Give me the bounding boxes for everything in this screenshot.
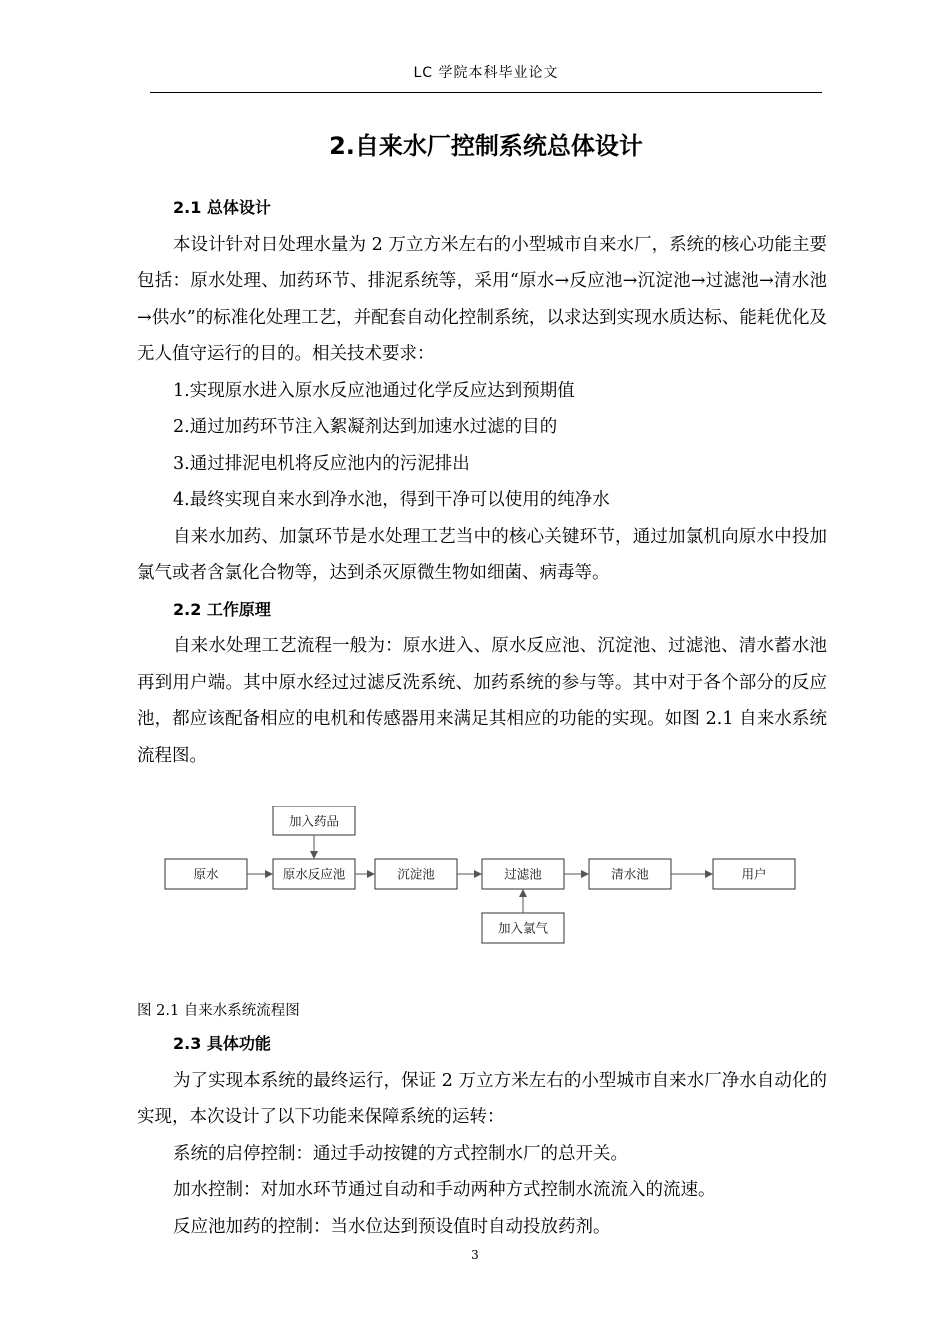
page-header: LC 学院本科毕业论文 (413, 65, 559, 81)
section-2-2-paragraph-1: 自来水处理工艺流程一般为：原水进入、原水反应池、沉淀池、过滤池、清水蓄水池再到用户端。其中原水经过过滤反洗系统、加药系统的参与等。其中对于各个部分的反应池，都应该配备相应的电机和传感器用来满足其相应的功能的实现。如图 2.1 自来水系统流程图。 (137, 636, 827, 766)
figure-caption: 图 2.1 自来水系统流程图 (137, 1003, 300, 1019)
node-filter-tank-label: 过滤池 (504, 866, 542, 882)
requirement-item-3: 3.通过排泥电机将反应池内的污泥排出 (173, 453, 470, 474)
section-2-3-paragraph-1: 为了实现本系统的最终运行，保证 2 万立方米左右的小型城市自来水厂净水自动化的实现，本次设计了以下功能来保障系统的运转： (137, 1070, 827, 1127)
node-clear-water-tank-label: 清水池 (611, 866, 649, 882)
header-divider (150, 92, 822, 93)
chapter-title: 2.自来水厂控制系统总体设计 (329, 132, 643, 160)
section-2-3-heading: 2.3 具体功能 (173, 1034, 271, 1053)
function-line-2: 加水控制：对加水环节通过自动和手动两种方式控制水流流入的流速。 (173, 1180, 716, 1200)
node-raw-water-label: 原水 (193, 866, 219, 882)
function-line-1: 系统的启停控制：通过手动按键的方式控制水厂的总开关。 (173, 1143, 628, 1164)
body-content (137, 190, 827, 1245)
section-2-1-paragraph-2: 自来水加药、加氯环节是水处理工艺当中的核心关键环节，通过加氯机向原水中投加氯气或者含氯化合物等，达到杀灭原微生物如细菌、病毒等。 (137, 526, 827, 583)
requirement-item-4: 4.最终实现自来水到净水池，得到干净可以使用的纯净水 (173, 490, 610, 510)
page-number: 3 (471, 1248, 479, 1262)
requirement-item-2: 2.通过加药环节注入絮凝剂达到加速水过滤的目的 (173, 417, 558, 437)
node-user-label: 用户 (741, 866, 767, 882)
water-flow-diagram (137, 806, 827, 998)
function-line-3: 反应池加药的控制：当水位达到预设值时自动投放药剂。 (173, 1216, 611, 1237)
node-dosing-label: 加入药品 (288, 813, 340, 829)
section-2-1-heading: 2.1 总体设计 (173, 198, 271, 217)
section-2-2-heading: 2.2 工作原理 (173, 599, 271, 619)
node-chlorine-label: 加入氯气 (497, 920, 549, 936)
node-sediment-tank-label: 沉淀池 (397, 866, 435, 882)
section-2-1-paragraph-1: 本设计针对日处理水量为 2 万立方米左右的小型城市自来水厂，系统的核心功能主要包括：原水处理、加药环节、排泥系统等，采用“原水→反应池→沉淀池→过滤池→清水池→供水”的标准化处理工艺，并配套自动化控制系统，以求达到实现水质达标、能耗优化及无人值守运行的目的。相关技术要求： (137, 234, 827, 364)
requirement-item-1: 1.实现原水进入原水反应池通过化学反应达到预期值 (173, 380, 575, 401)
node-reaction-tank-label: 原水反应池 (282, 866, 346, 882)
